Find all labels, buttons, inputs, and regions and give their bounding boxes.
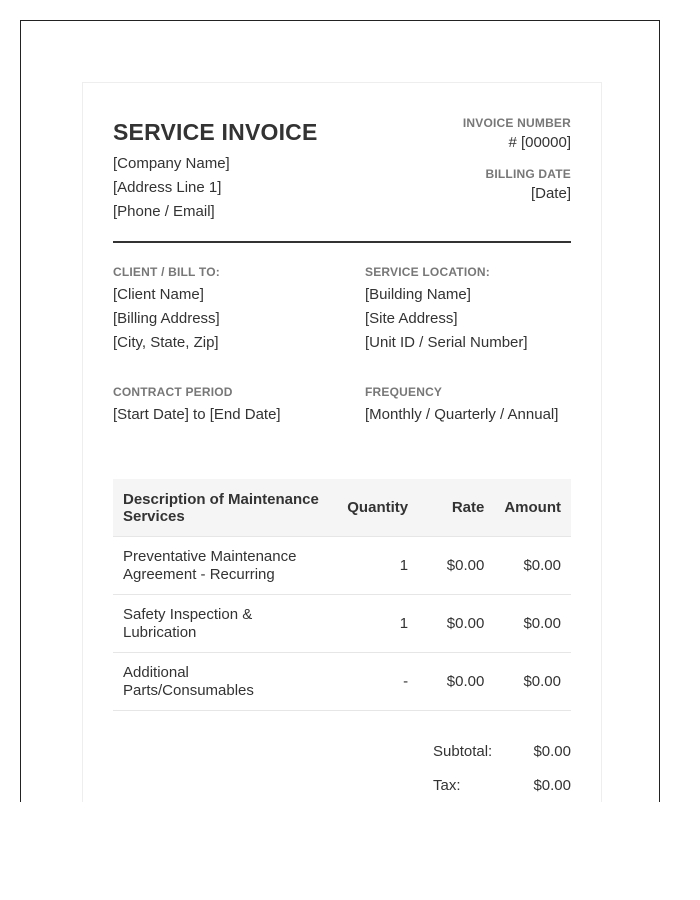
subtotal-value: $0.00 xyxy=(533,743,571,760)
table-row xyxy=(113,653,571,711)
invoice-content xyxy=(113,83,571,794)
subtotal-label: Subtotal: xyxy=(433,743,493,760)
invoice-meta xyxy=(463,116,571,202)
invoice-title: SERVICE INVOICE xyxy=(113,119,318,145)
tax-label: Tax: xyxy=(433,777,461,794)
table-header-row xyxy=(113,479,571,537)
company-info xyxy=(113,152,230,224)
row-quantity: - xyxy=(330,653,418,711)
client-bill-to xyxy=(113,265,220,355)
client-city-state-zip: [City, State, Zip] xyxy=(113,334,219,351)
client-name: [Client Name] xyxy=(113,286,204,303)
totals-section xyxy=(113,743,571,802)
invoice-number-label: INVOICE NUMBER xyxy=(462,116,571,130)
row-rate: $0.00 xyxy=(418,537,494,595)
site-address: [Site Address] xyxy=(365,310,458,327)
unit-serial: [Unit ID / Serial Number] xyxy=(365,334,528,351)
tax-value: $0.00 xyxy=(533,777,571,794)
row-rate: $0.00 xyxy=(418,595,494,653)
building-name: [Building Name] xyxy=(365,286,471,303)
invoice-header xyxy=(113,83,571,243)
tax-row xyxy=(113,777,571,802)
contract-period-value: [Start Date] to [End Date] xyxy=(113,406,281,423)
table-row xyxy=(113,595,571,653)
row-amount: $0.00 xyxy=(494,653,571,711)
table-row xyxy=(113,537,571,595)
subtotal-row xyxy=(113,743,571,777)
invoice-number-value: # [00000] xyxy=(508,134,571,151)
frequency-value: [Monthly / Quarterly / Annual] xyxy=(365,406,559,423)
services-table xyxy=(113,479,571,711)
billing-date-label: BILLING DATE xyxy=(485,167,571,181)
row-amount: $0.00 xyxy=(494,595,571,653)
header-description: Description of Maintenance Services xyxy=(113,479,330,537)
row-description: Additional Parts/Consumables xyxy=(113,653,330,711)
billing-date-value: [Date] xyxy=(530,185,571,202)
invoice-card xyxy=(82,82,602,802)
company-name: [Company Name] xyxy=(113,155,230,172)
company-contact: [Phone / Email] xyxy=(113,203,215,220)
contract-period-label: CONTRACT PERIOD xyxy=(113,385,233,399)
row-description: Safety Inspection & Lubrication xyxy=(113,595,330,653)
header-rate: Rate xyxy=(418,479,494,537)
header-divider xyxy=(113,241,571,243)
row-rate: $0.00 xyxy=(418,653,494,711)
frequency xyxy=(365,385,571,427)
frequency-label: FREQUENCY xyxy=(365,385,443,399)
row-quantity: 1 xyxy=(330,595,418,653)
company-address-line-1: [Address Line 1] xyxy=(113,179,222,196)
row-quantity: 1 xyxy=(330,537,418,595)
row-amount: $0.00 xyxy=(494,537,571,595)
header-amount: Amount xyxy=(494,479,571,537)
client-label: CLIENT / BILL TO: xyxy=(113,265,220,279)
contract-period xyxy=(113,385,281,427)
service-location xyxy=(365,265,571,355)
header-quantity: Quantity xyxy=(330,479,418,537)
page-frame xyxy=(20,20,660,802)
service-location-label: SERVICE LOCATION: xyxy=(365,265,490,279)
row-description: Preventative Maintenance Agreement - Recurring xyxy=(113,537,330,595)
client-billing-address: [Billing Address] xyxy=(113,310,220,327)
